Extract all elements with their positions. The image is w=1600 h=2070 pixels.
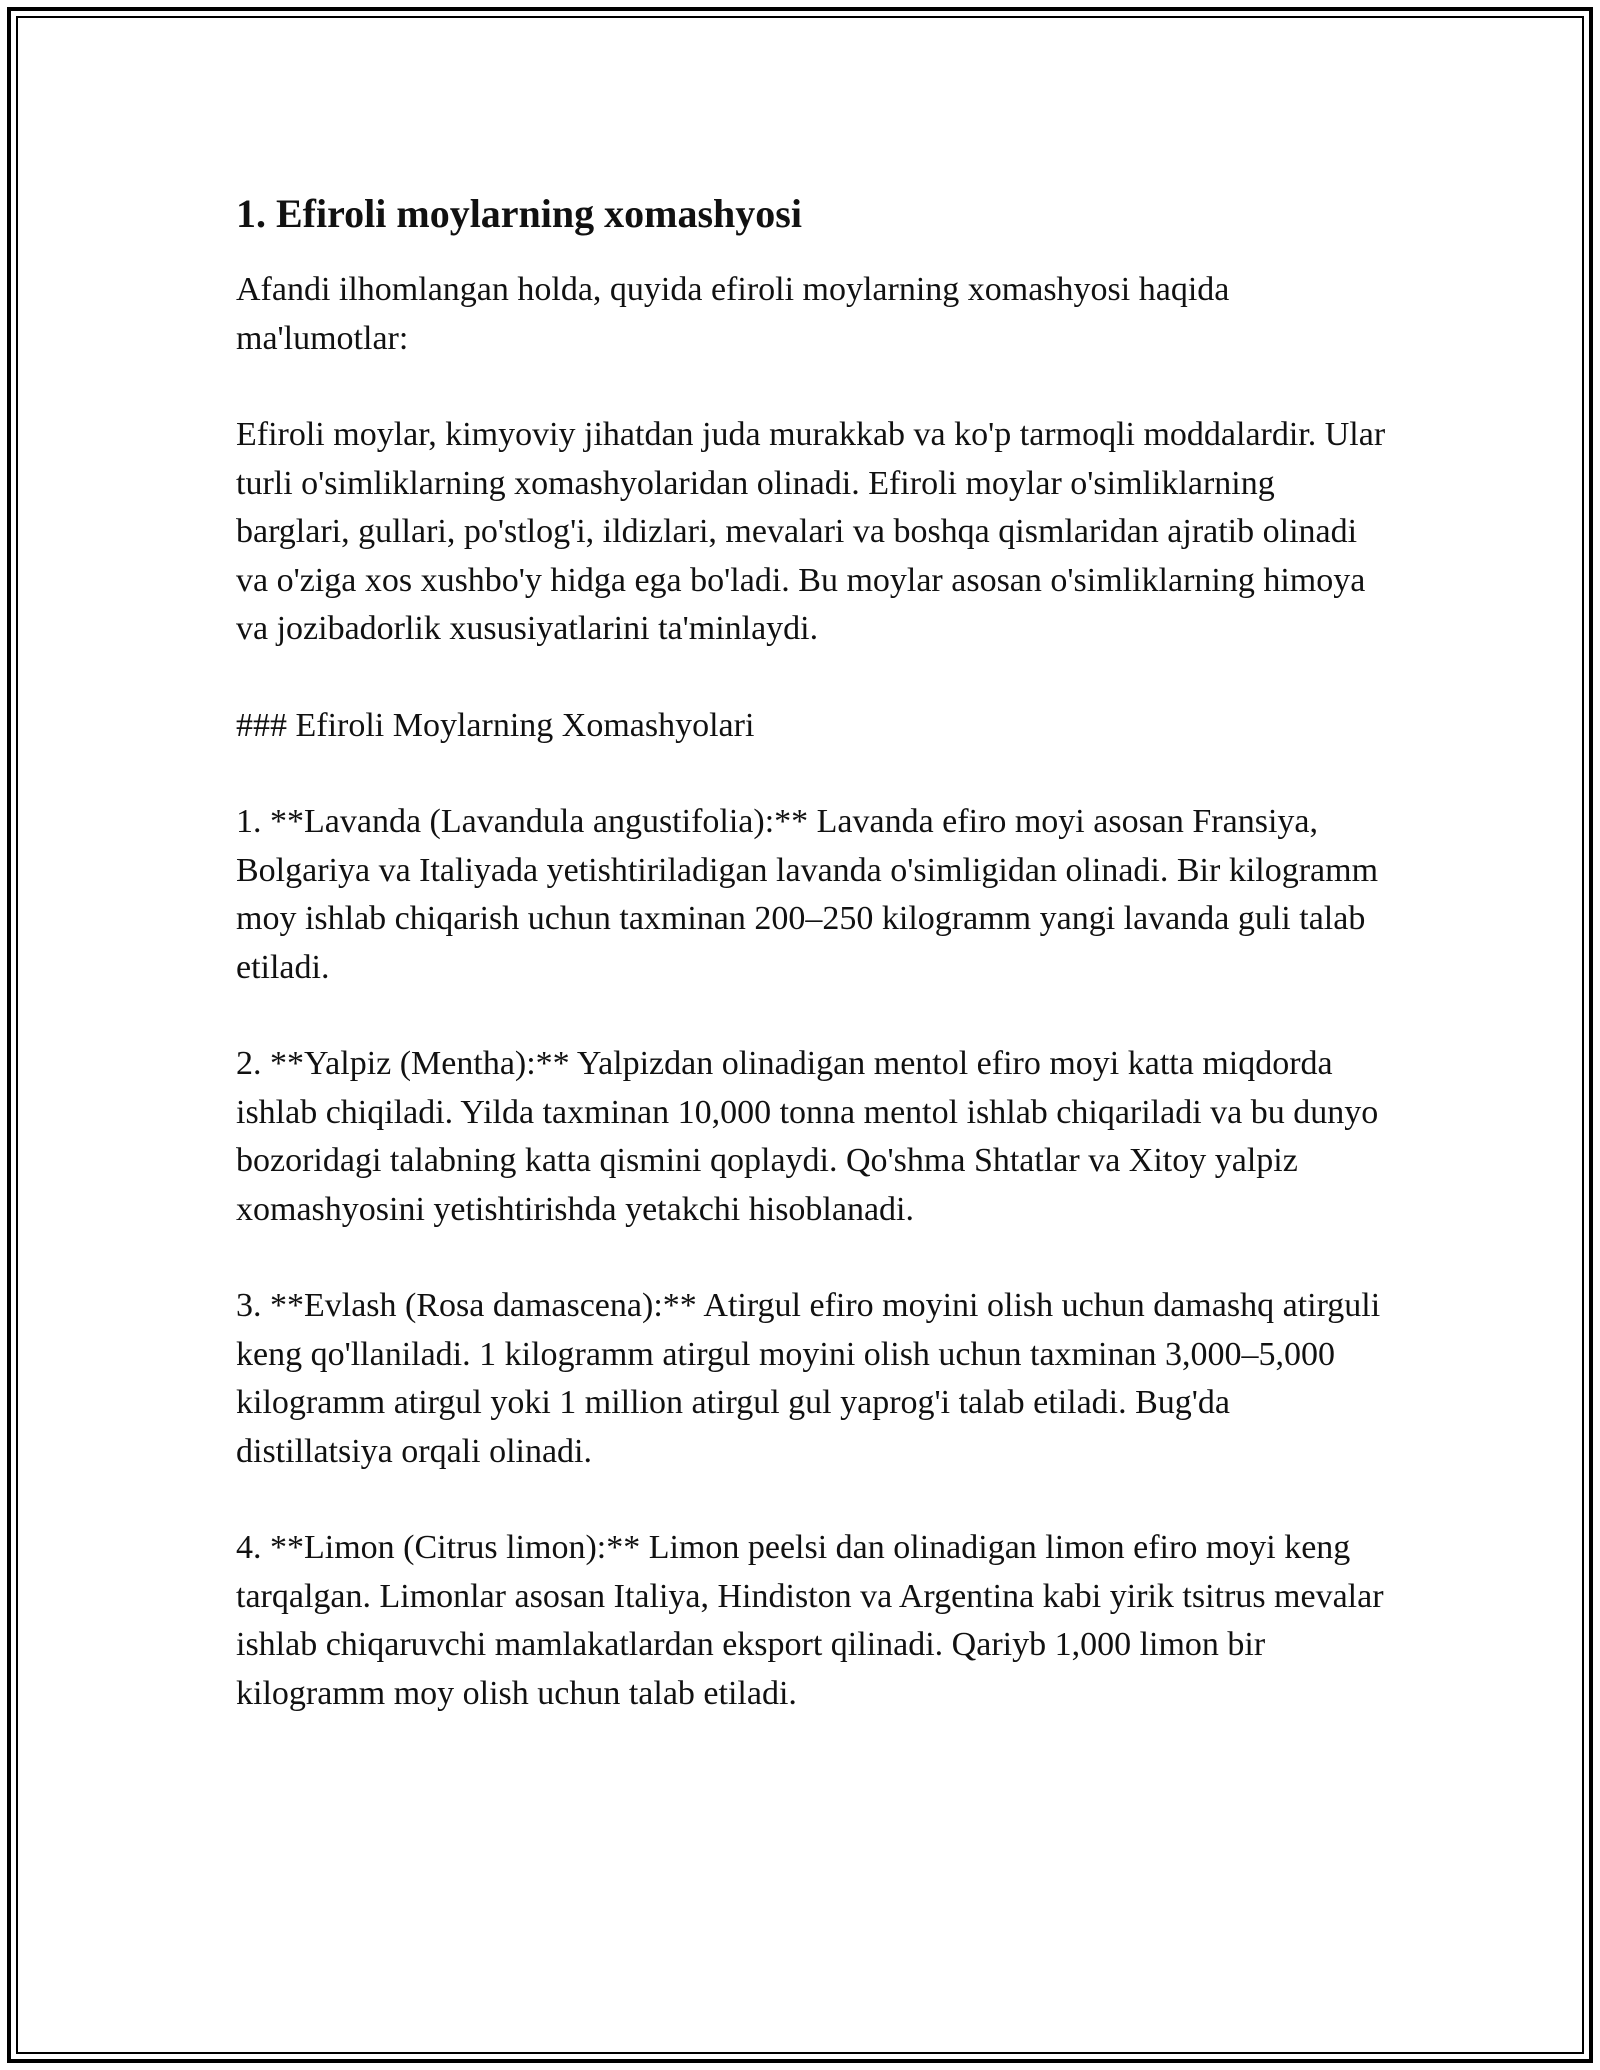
section-heading: 1. Efiroli moylarning xomashyosi bbox=[236, 191, 802, 236]
description-paragraph: Efiroli moylar, kimyoviy jihatdan juda murakkab va ko'p tarmoqli moddalardir. Ular turli o'simliklarning xomashyolaridan olinadi. Efiroli moylar o'simliklarning barglari, gullari, po'stlog'i, ildizlari, mevalari va boshqa qismlaridan ajratib olinadi va o'ziga xos xushbo'y hidga ega bo'ladi. Bu moylar asosan o'simliklarning himoya va jozibadorlik xususiyatlarini ta'minlaydi. bbox=[236, 416, 1386, 647]
subheading-paragraph: ### Efiroli Moylarning Xomashyolari bbox=[236, 706, 755, 744]
intro-paragraph: Afandi ilhomlangan holda, quyida efiroli moylarning xomashyosi haqida ma'lumotlar: bbox=[236, 271, 1230, 357]
list-item-lavanda: 1. **Lavanda (Lavandula angustifolia):** Lavanda efiro moyi asosan Fransiya, Bolgariya va Italiyada yetishtiriladigan lavanda o'simligidan olinadi. Bir kilogramm moy ishlab chiqarish uchun taxminan 200–250 kilogramm yangi lavanda guli talab etiladi. bbox=[236, 803, 1379, 986]
list-item-evlash: 3. **Evlash (Rosa damascena):** Atirgul efiro moyini olish uchun damashq atirguli keng qo'llaniladi. 1 kilogramm atirgul moyini olish uchun taxminan 3,000–5,000 kilogramm atirgul yoki 1 million atirgul gul yaprog'i talab etiladi. Bug'da distillatsiya orqali olinadi. bbox=[236, 1287, 1381, 1470]
document-body bbox=[236, 186, 1386, 1766]
list-item-limon: 4. **Limon (Citrus limon):** Limon peelsi dan olinadigan limon efiro moyi keng tarqalgan. Limonlar asosan Italiya, Hindiston va Argentina kabi yirik tsitrus mevalar ishlab chiqaruvchi mamlakatlardan eksport qilinadi. Qariyb 1,000 limon bir kilogramm moy olish uchun talab etiladi. bbox=[236, 1529, 1384, 1712]
list-item-yalpiz: 2. **Yalpiz (Mentha):** Yalpizdan olinadigan mentol efiro moyi katta miqdorda ishlab chiqiladi. Yilda taxminan 10,000 tonna mentol ishlab chiqariladi va bu dunyo bozoridagi talabning katta qismini qoplaydi. Qo'shma Shtatlar va Xitoy yalpiz xomashyosini yetishtirishda yetakchi hisoblanadi. bbox=[236, 1045, 1379, 1228]
